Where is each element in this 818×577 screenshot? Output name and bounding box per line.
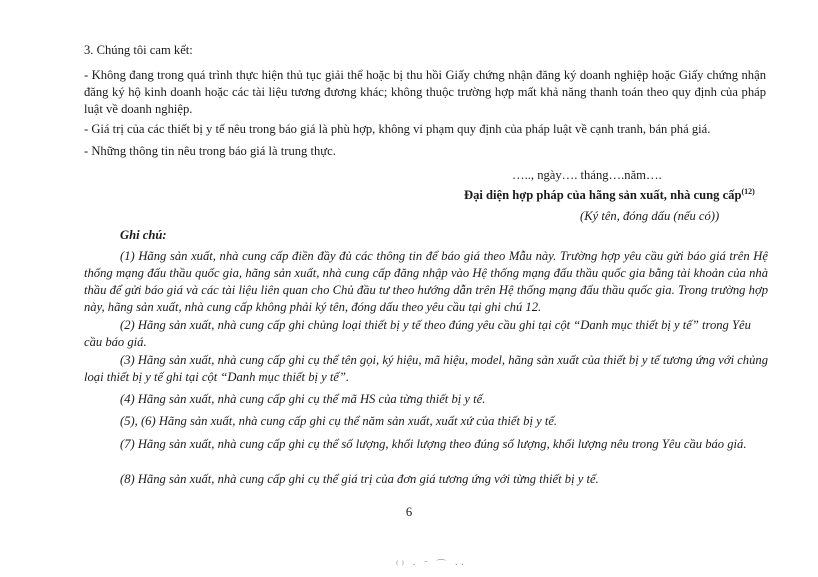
signature-date-line: ….., ngày…. tháng….năm…. [512, 168, 662, 182]
note-4: (4) Hãng sản xuất, nhà cung cấp ghi cụ thể mã HS của từng thiết bị y tế. [120, 392, 486, 406]
note-1: (1) Hãng sản xuất, nhà cung cấp điền đầy đủ các thông tin để báo giá theo Mẫu này. Trường hợp yêu cầu gửi báo giá trên Hệ thống mạng đấu thầu quốc gia, hãng sản xuất, nhà cung cấp đăng nhập vào Hệ thống mạng đấu thầu quốc gia bằng tài khoản của nhà thầu để gửi báo giá và các tài liệu liên quan cho Chủ đầu tư theo hướng dẫn trên Hệ thống mạng đấu thầu quốc gia. Trong trường hợp này, hãng sản xuất, nhà cung cấp không phải ký tên, đóng dấu theo yêu cầu tại ghi chú 12. [84, 249, 768, 314]
signature-title-footnote: (12) [741, 186, 755, 196]
signature-title [464, 187, 755, 204]
note-8: (8) Hãng sản xuất, nhà cung cấp ghi cụ thể giá trị của đơn giá tương ứng với từng thiết bị y tế. [120, 472, 599, 486]
note-7: (7) Hãng sản xuất, nhà cung cấp ghi cụ thể số lượng, khối lượng theo đúng số lượng, khối lượng nêu trong Yêu cầu báo giá. [120, 437, 747, 451]
note-2: (2) Hãng sản xuất, nhà cung cấp ghi chủng loại thiết bị y tế theo đúng yêu cầu ghi tại cột “Danh mục thiết bị y tế” trong Yêu cầu báo giá. [84, 318, 751, 349]
commitment-item-3: - Những thông tin nêu trong báo giá là trung thực. [84, 144, 336, 158]
commitment-item-1: - Không đang trong quá trình thực hiện thủ tục giải thể hoặc bị thu hồi Giấy chứng nhận đăng ký doanh nghiệp hoặc Giấy chứng nhận đăng ký hộ kinh doanh hoặc các tài liệu tương đương khác; không thuộc trường hợp mất khả năng thanh toán theo quy định của pháp luật về doanh nghiệp. [84, 68, 766, 116]
notes-heading: Ghi chú: [120, 228, 167, 242]
note-5-6: (5), (6) Hãng sản xuất, nhà cung cấp ghi cụ thể năm sản xuất, xuất xứ của thiết bị y tế. [120, 414, 558, 428]
signature-instruction: (Ký tên, đóng dấu (nếu có)) [580, 209, 720, 223]
commitment-item-2: - Giá trị của các thiết bị y tế nêu trong báo giá là phù hợp, không vi phạm quy định của pháp luật về cạnh tranh, bán phá giá. [84, 122, 711, 136]
page-number: 6 [405, 505, 413, 519]
scan-artifact: ⁽⁾ · ˜ ⌒ ·· [396, 560, 468, 571]
commitment-heading: 3. Chúng tôi cam kết: [84, 43, 193, 57]
note-3: (3) Hãng sản xuất, nhà cung cấp ghi cụ thể tên gọi, ký hiệu, mã hiệu, model, hãng sản xuất của thiết bị y tế tương ứng với chủng loại thiết bị y tế ghi tại cột “Danh mục thiết bị y tế”. [84, 353, 768, 384]
signature-title-text: Đại diện hợp pháp của hãng sản xuất, nhà cung cấp [464, 188, 742, 202]
